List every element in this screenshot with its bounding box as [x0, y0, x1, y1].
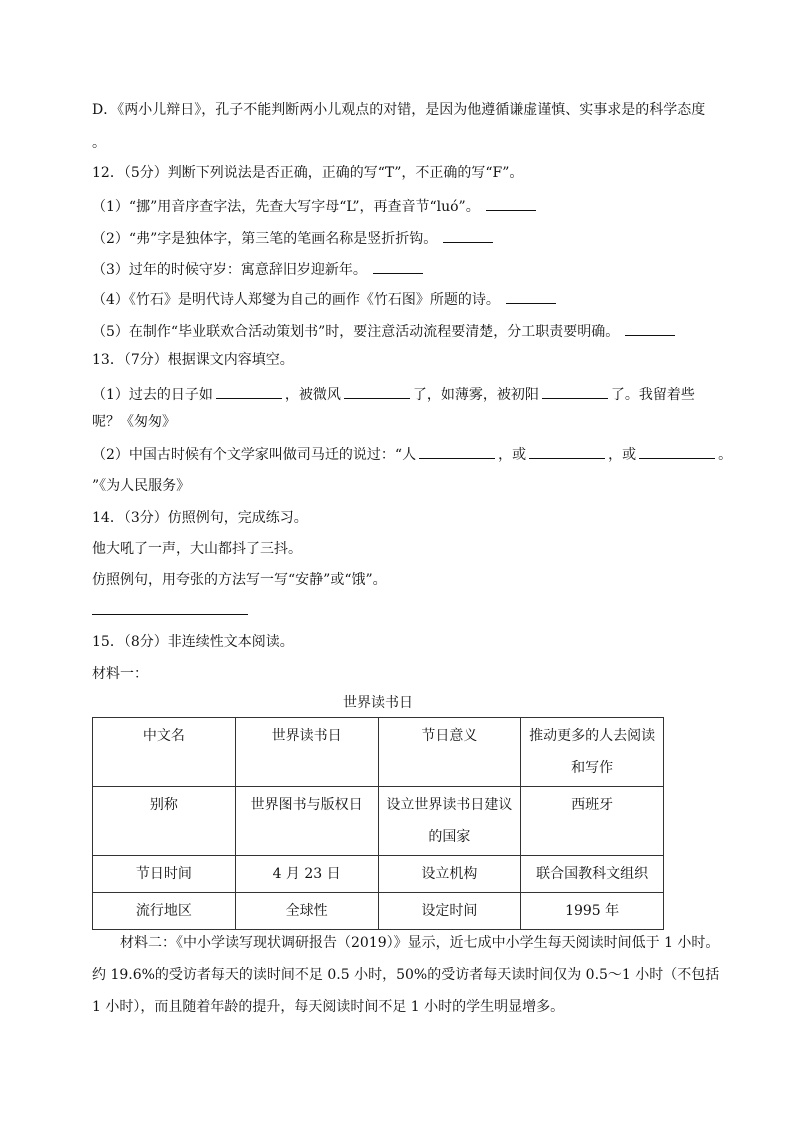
answer-blank[interactable] [506, 289, 556, 304]
q12-item-3-text: （3）过年的时候守岁：寓意辞旧岁迎新年。 [92, 262, 367, 278]
answer-blank[interactable] [625, 321, 675, 336]
q13-1-part-a: （1）过去的日子如 [92, 387, 213, 403]
table-cell: 流行地区 [93, 893, 236, 930]
table-cell: 设定时间 [378, 893, 521, 930]
q13-item-2 [92, 444, 732, 465]
table-cell: 推动更多的人去阅读和写作 [521, 718, 664, 787]
table-row [93, 718, 664, 787]
question-12: 12．（5分）判断下列说法是否正确，正确的写“T”，不正确的写“F”。 [92, 165, 524, 181]
q13-1-part-c: 了，如薄雾，被初阳 [412, 387, 539, 403]
table-cell: 中文名 [93, 718, 236, 787]
q13-item-1-cont: 呢？《匆匆》 [92, 414, 176, 430]
table-cell: 节日时间 [93, 856, 236, 893]
option-d-end: 。 [92, 135, 106, 151]
table-cell: 全球性 [235, 893, 378, 930]
material-1-label: 材料一： [92, 666, 148, 682]
q12-item-2 [92, 228, 493, 249]
table-caption: 世界读书日 [343, 695, 413, 711]
table-row [93, 856, 664, 893]
q14-task: 仿照例句，用夸张的方法写一写“安静”或“饿”。 [92, 572, 387, 588]
table-cell: 别称 [93, 787, 236, 856]
table-cell: 世界读书日 [235, 718, 378, 787]
table-cell: 节日意义 [378, 718, 521, 787]
table-row [93, 893, 664, 930]
answer-blank[interactable] [542, 384, 608, 399]
q13-1-part-b: ，被微风 [284, 387, 341, 403]
table-cell: 世界图书与版权日 [235, 787, 378, 856]
q12-item-4-text: （4）《竹石》是明代诗人郑燮为自己的画作《竹石图》所题的诗。 [92, 292, 500, 308]
q12-item-1 [92, 196, 536, 217]
question-15: 15．（8分）非连续性文本阅读。 [92, 634, 294, 650]
answer-blank[interactable] [419, 444, 495, 459]
answer-blank[interactable] [92, 600, 248, 615]
question-13: 13．（7分）根据课文内容填空。 [92, 352, 294, 368]
q13-item-2-cont: ”《为人民服务》 [92, 478, 191, 494]
material-2-paragraph: 材料二：《中小学读写现状调研报告（2019）》显示，近七成中小学生每天阅读时间低于 1 小时。约 19.6%的受访者每天的读时间不足 0.5 小时，50%的受访者每天读时间仅为 0.5～1 小时（不包括 1 小时），而且随着年龄的提升，每天阅读时间不足 1 小时的学生明显增多。 [92, 935, 720, 1015]
option-d: D．《两小儿辩日》，孔子不能判断两小儿观点的对错，是因为他遵循谦虚谨慎、实事求是的科学态度 [92, 102, 706, 118]
table-row [93, 787, 664, 856]
q13-item-1 [92, 384, 695, 405]
q12-item-4 [92, 289, 556, 310]
q13-2-part-d: 。 [718, 447, 733, 463]
answer-blank[interactable] [529, 444, 605, 459]
q13-2-part-b: ，或 [498, 447, 527, 463]
question-14: 14．（3分）仿照例句，完成练习。 [92, 510, 308, 526]
answer-blank[interactable] [443, 228, 493, 243]
answer-blank[interactable] [486, 196, 536, 211]
q13-2-part-c: ，或 [608, 447, 637, 463]
answer-blank[interactable] [373, 259, 423, 274]
answer-blank[interactable] [216, 384, 282, 399]
answer-blank[interactable] [639, 444, 715, 459]
world-book-day-table [92, 717, 664, 930]
q12-item-2-text: （2）“弗”字是独体字，第三笔的笔画名称是竖折折钩。 [92, 231, 438, 247]
table-cell: 设立世界读书日建议的国家 [378, 787, 521, 856]
answer-blank[interactable] [344, 384, 410, 399]
table-cell: 设立机构 [378, 856, 521, 893]
q12-item-3 [92, 259, 423, 280]
q12-item-1-text: （1）“挪”用音序查字法，先查大写字母“L”，再查音节“luó”。 [92, 199, 480, 215]
q14-example: 他大吼了一声，大山都抖了三抖。 [92, 541, 302, 557]
q14-answer-line[interactable] [92, 600, 248, 621]
table-cell: 4 月 23 日 [235, 856, 378, 893]
table-cell: 联合国教科文组织 [521, 856, 664, 893]
table-cell: 西班牙 [521, 787, 664, 856]
q13-1-part-d: 了。我留着些 [610, 387, 695, 403]
q12-item-5 [92, 321, 675, 342]
q13-2-part-a: （2）中国古时候有个文学家叫做司马迁的说过：“人 [92, 447, 417, 463]
q12-item-5-text: （5）在制作“毕业联欢合活动策划书”时，要注意活动流程要清楚，分工职责要明确。 [92, 324, 620, 340]
table-cell: 1995 年 [521, 893, 664, 930]
